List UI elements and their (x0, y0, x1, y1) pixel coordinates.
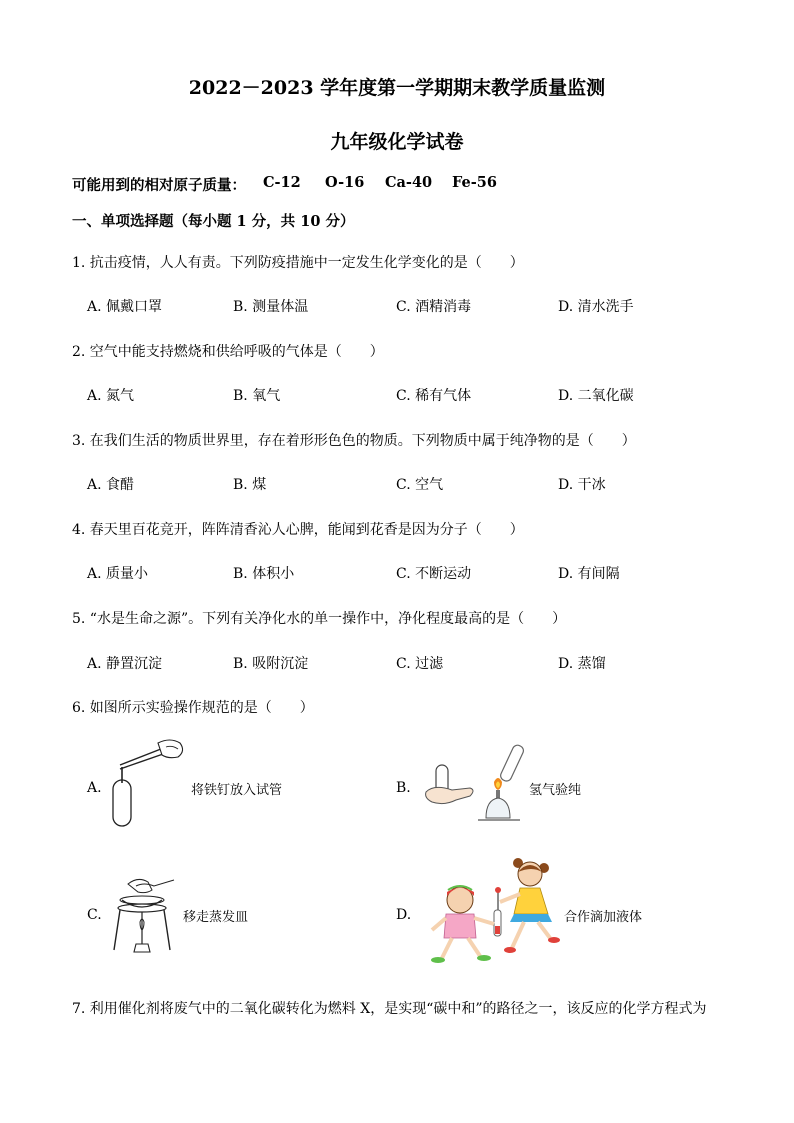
question-6-option-b-caption[interactable]: 氢气验纯 (529, 783, 582, 798)
question-1-option-d[interactable]: D. 清水洗手 (558, 299, 634, 315)
evaporating-dish-figure (108, 872, 178, 957)
question-3-stem: 3. 在我们生活的物质世界里，存在着形形色色的物质。下列物质中属于纯净物的是（ ） (72, 433, 636, 449)
question-5-option-a[interactable]: A. 静置沉淀 (87, 656, 163, 672)
tweezers-test-tube-figure (108, 735, 188, 830)
question-4-option-a[interactable]: A. 质量小 (87, 566, 149, 582)
atomic-mass-c: C-12 (263, 174, 301, 191)
question-4-option-c[interactable]: C. 不断运动 (396, 566, 472, 582)
question-4-option-d[interactable]: D. 有间隔 (558, 566, 620, 582)
question-6-option-a-letter[interactable]: A. (87, 780, 102, 796)
question-5-option-b[interactable]: B. 吸附沉淀 (233, 656, 309, 672)
question-6-option-c-letter[interactable]: C. (87, 907, 102, 923)
question-6-option-a-caption[interactable]: 将铁钉放入试管 (191, 783, 283, 798)
question-1-stem: 1. 抗击疫情，人人有责。下列防疫措施中一定发生化学变化的是（ ） (72, 255, 524, 271)
question-6-option-d-letter[interactable]: D. (396, 907, 412, 923)
question-6-option-c-caption[interactable]: 移走蒸发皿 (183, 910, 249, 925)
hydrogen-test-figure (422, 740, 527, 825)
question-1-option-a[interactable]: A. 佩戴口罩 (87, 299, 163, 315)
exam-title: 2022－2023 学年度第一学期期末教学质量监测 (188, 77, 606, 99)
question-7-stem: 7. 利用催化剂将废气中的二氧化碳转化为燃料 X，是实现“碳中和”的路径之一，该反应的化学方程式为 (72, 1001, 707, 1017)
question-2-option-a[interactable]: A. 氮气 (87, 388, 135, 404)
question-2-option-c[interactable]: C. 稀有气体 (396, 388, 472, 404)
exam-subtitle: 九年级化学试卷 (330, 131, 464, 153)
atomic-mass-fe: Fe-56 (452, 174, 497, 191)
question-5-stem: 5. “水是生命之源”。下列有关净化水的单一操作中，净化程度最高的是（ ） (72, 611, 567, 627)
children-dropping-liquid-figure (420, 858, 565, 968)
question-3-option-a[interactable]: A. 食醋 (87, 477, 135, 493)
question-5-option-d[interactable]: D. 蒸馏 (558, 656, 606, 672)
question-2-stem: 2. 空气中能支持燃烧和供给呼吸的气体是（ ） (72, 344, 384, 360)
question-4-stem: 4. 春天里百花竞开，阵阵清香沁人心脾，能闻到花香是因为分子（ ） (72, 522, 524, 538)
question-6-option-b-letter[interactable]: B. (396, 780, 411, 796)
question-3-option-c[interactable]: C. 空气 (396, 477, 444, 493)
question-6-option-d-caption[interactable]: 合作滴加液体 (564, 910, 643, 925)
atomic-mass-label: 可能用到的相对原子质量： (72, 177, 246, 194)
question-3-option-d[interactable]: D. 干冰 (558, 477, 606, 493)
question-1-option-c[interactable]: C. 酒精消毒 (396, 299, 472, 315)
question-2-option-b[interactable]: B. 氧气 (233, 388, 281, 404)
question-3-option-b[interactable]: B. 煤 (233, 477, 267, 493)
question-5-option-c[interactable]: C. 过滤 (396, 656, 444, 672)
atomic-mass-ca: Ca-40 (385, 174, 433, 191)
question-6-stem: 6. 如图所示实验操作规范的是（ ） (72, 700, 314, 716)
atomic-mass-o: O-16 (325, 174, 365, 191)
question-1-option-b[interactable]: B. 测量体温 (233, 299, 309, 315)
question-4-option-b[interactable]: B. 体积小 (233, 566, 295, 582)
section-title: 一、单项选择题（每小题 1 分，共 10 分） (72, 213, 355, 230)
question-2-option-d[interactable]: D. 二氧化碳 (558, 388, 634, 404)
